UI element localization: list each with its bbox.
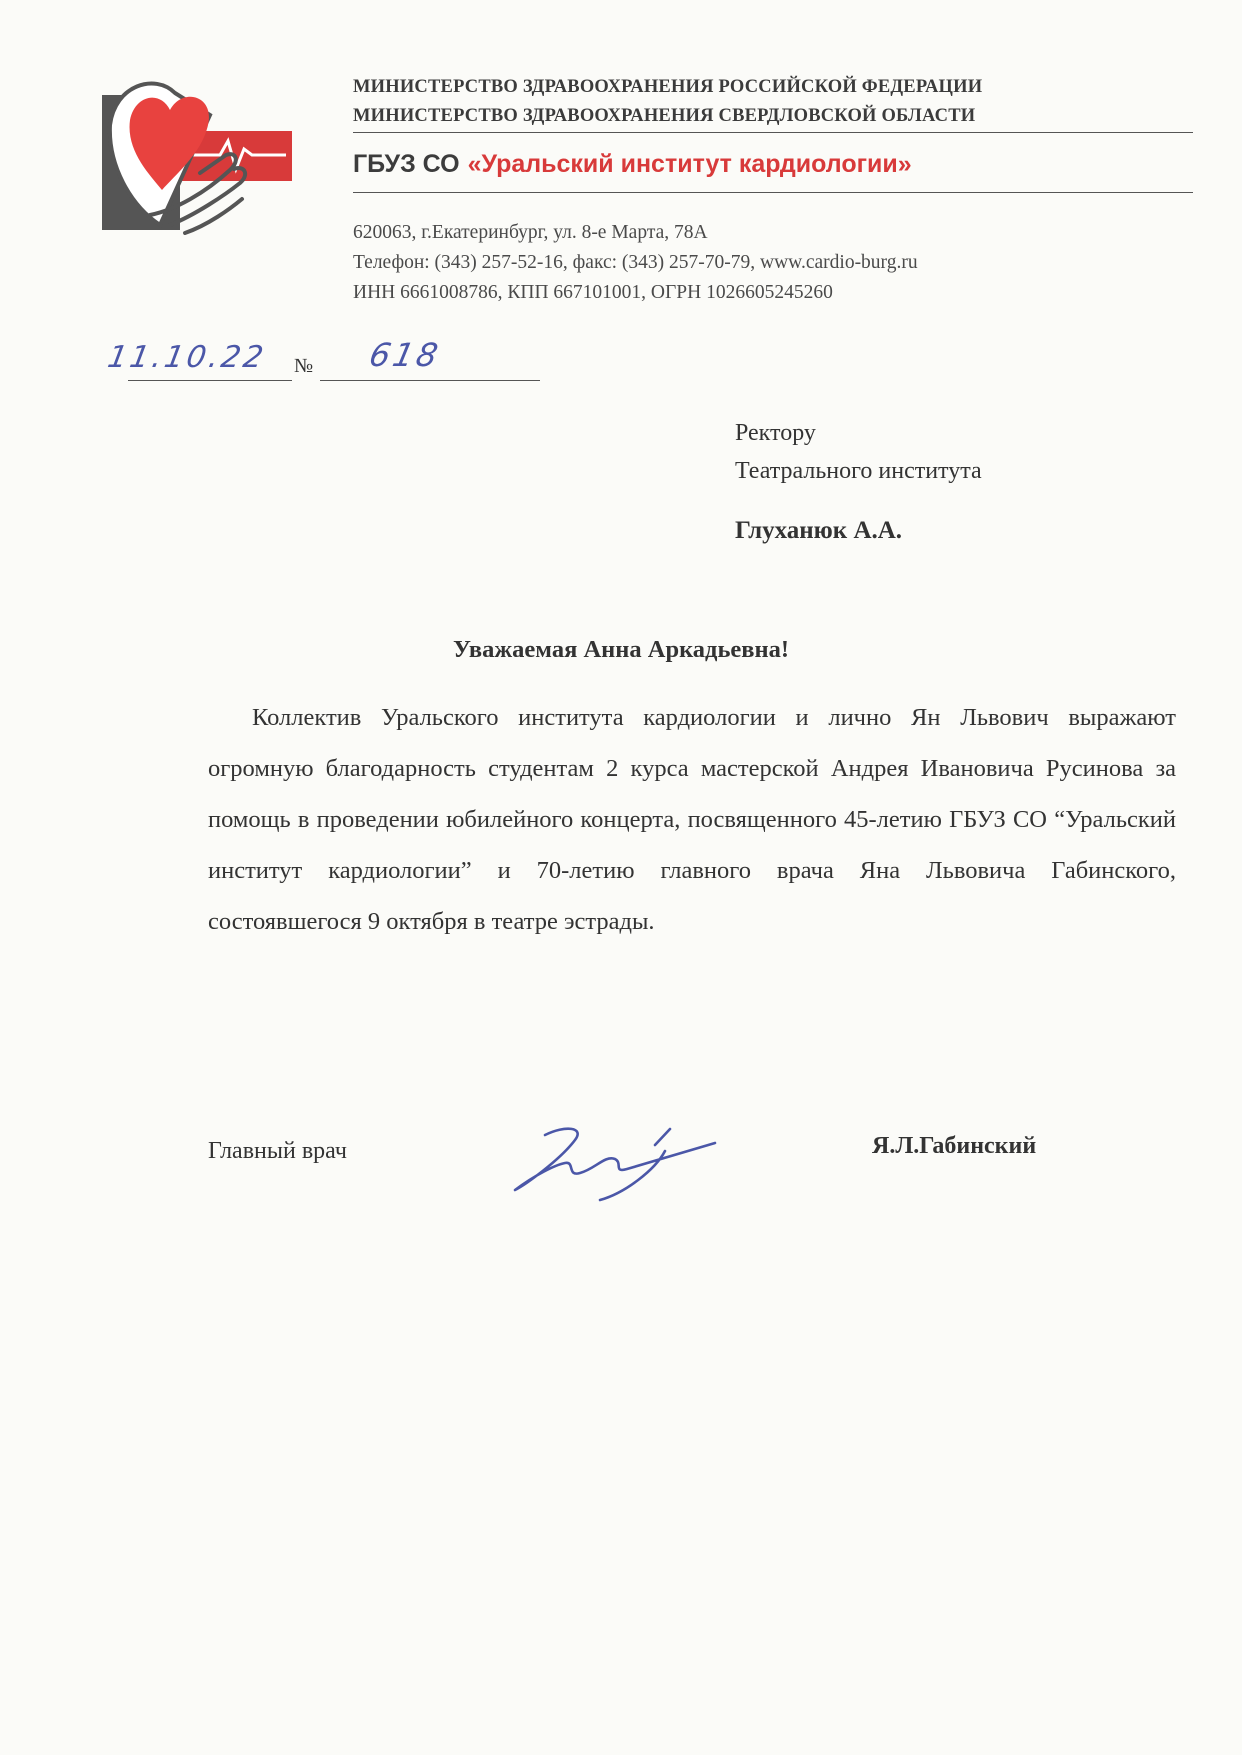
org-title: «Уральский институт кардиологии» [467,150,912,178]
number-underline [320,380,540,381]
postal-address: 620063, г.Екатеринбург, ул. 8-е Марта, 78А [353,222,708,243]
heart-in-hand-logo [90,75,300,235]
header-divider-bottom [353,192,1193,193]
header-divider-top [353,132,1193,133]
handwritten-date: 11.10.22 [104,340,269,375]
salutation: Уважаемая Анна Аркадьевна! [452,636,790,663]
recipient-name: Глуханюк А.А. [735,517,903,544]
contact-block [353,218,918,308]
signatory-name: Я.Л.Габинский [872,1133,1037,1159]
tax-requisites: ИНН 6661008786, КПП 667101001, ОГРН 1026605245260 [353,282,833,303]
letter-body: Коллектив Уральского института кардиологии и лично Ян Львович выражают огромную благодарность студентам 2 курса мастерской Андрея Ивановича Русинова за помощь в проведении юбилейного концерта, посвященного 45-летию ГБУЗ СО “Уральский институт кардиологии” и 70-летию главного врача Яна Львовича Габинского, состоявшегося 9 октября в театре эстрады. [208,704,1176,935]
organization-name [353,148,912,180]
date-underline [128,380,292,381]
ministry-federal: МИНИСТЕРСТВО ЗДРАВООХРАНЕНИЯ РОССИЙСКОЙ ФЕДЕРАЦИИ [353,77,983,97]
ministry-header [353,73,982,131]
phone-fax-website: Телефон: (343) 257-52-16, факс: (343) 257-70-79, www.cardio-burg.ru [353,252,918,273]
signatory-title: Главный врач [208,1138,347,1164]
org-prefix: ГБУЗ СО [353,150,460,178]
handwritten-number: 618 [365,336,445,374]
recipient-block [735,414,982,490]
handwritten-signature [505,1115,725,1205]
recipient-institution: Театрального института [735,458,982,484]
number-sign: № [294,355,314,377]
ministry-regional: МИНИСТЕРСТВО ЗДРАВООХРАНЕНИЯ СВЕРДЛОВСКОЙ ОБЛАСТИ [353,106,976,126]
recipient-position: Ректору [735,420,816,446]
